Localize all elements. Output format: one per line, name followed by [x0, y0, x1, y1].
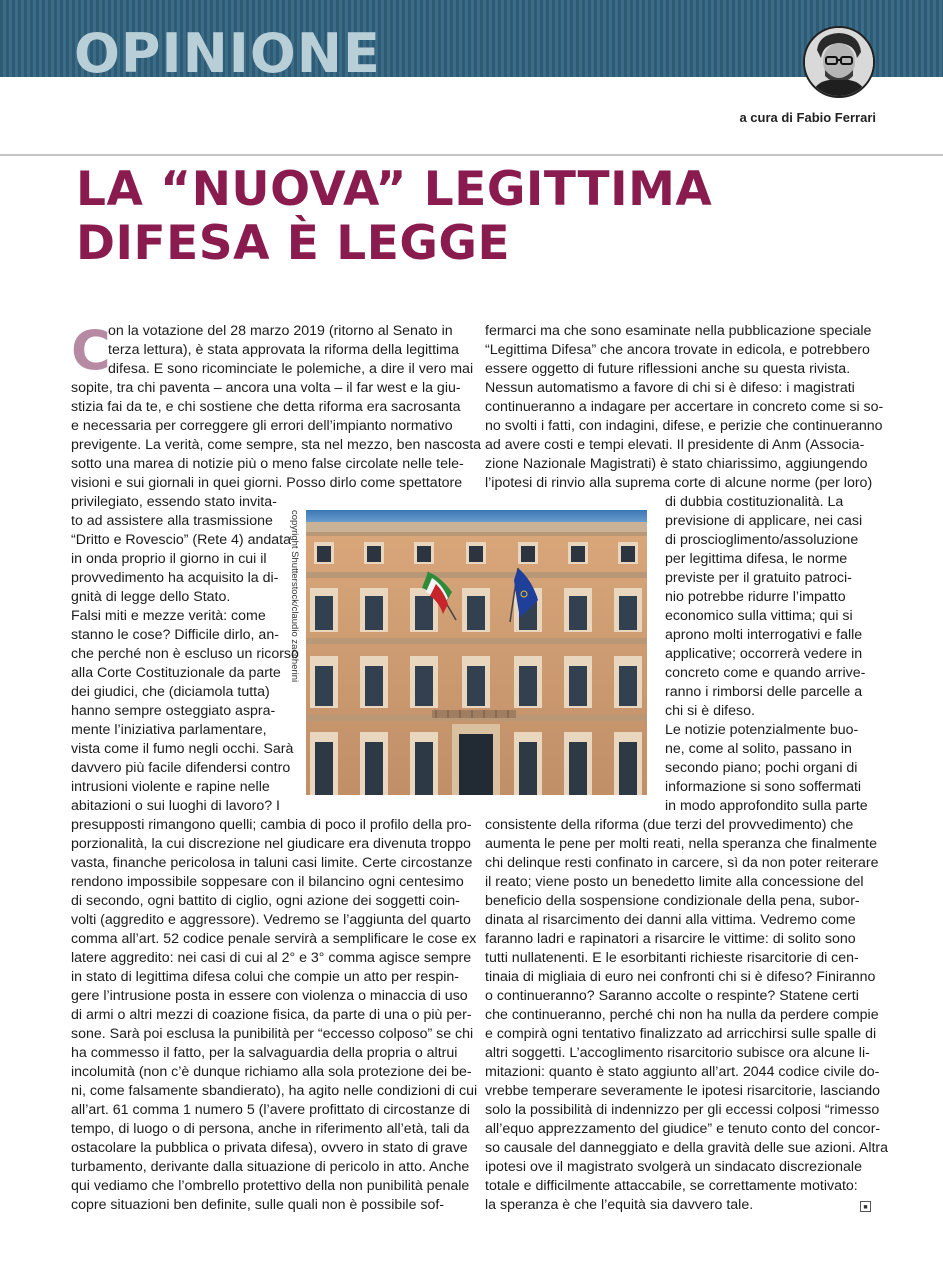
text-line: stizia fai da te, e chi sostiene che detta riforma era sacrosanta — [71, 399, 461, 415]
text-line: Nessun automatismo a favore di chi si è difeso: i magistrati — [485, 380, 855, 396]
text-line: previste per il gratuito patroci- — [665, 570, 852, 586]
text-line: totale e difficilmente attaccabile, se correttamente motivato: — [485, 1178, 858, 1194]
text-line: alla Corte Costituzionale da parte — [71, 665, 281, 681]
photo-credit-text: copyright Shutterstock/claudio zaccherini — [289, 510, 300, 683]
text-line: all’art. 61 comma 1 numero 5 (l’avere profittato di circostanze di — [71, 1102, 471, 1118]
text-line: copre situazioni ben definite, sulle quali non è possibile sof- — [71, 1197, 445, 1213]
text-line: essere oggetto di future riflessioni anche su questa rivista. — [485, 361, 851, 377]
author-avatar — [803, 26, 875, 98]
text-line: volti (aggredito e aggressore). Vedremo se l’aggiunta del quarto — [71, 912, 471, 928]
text-line: il reato; viene posto un benedetto limite alla concessione del — [485, 874, 864, 890]
text-line: di secondo, ogni battito di ciglio, ogni azione dei soggetti coin- — [71, 893, 460, 909]
text-line: sotto una marea di notizie più o meno false circolate nelle tele- — [71, 456, 464, 472]
text-line: mente l’iniziativa parlamentare, — [71, 722, 267, 738]
text-line: porzionalità, la cui discrezione nel giudicare era divenuta troppo — [71, 836, 471, 852]
text-line: ranno i rimborsi delle parcelle a — [665, 684, 863, 700]
text-line: fermarci ma che sono esaminate nella pubblicazione speciale — [485, 323, 872, 339]
text-line: l’ipotesi di rinvio alla suprema corte di alcune norme (per loro) — [485, 475, 873, 491]
text-line: ha commesso il fatto, per la salvaguardia della propria o altrui — [71, 1045, 458, 1061]
text-line: ne, come al solito, passano in — [665, 741, 852, 757]
text-line: ipotesi ove il magistrato svolgerà un sindacato discrezionale — [485, 1159, 862, 1175]
text-line: incolumità (non c’è dunque richiamo alla sola protezione dei be- — [71, 1064, 472, 1080]
text-line: per legittima difesa, le norme — [665, 551, 848, 567]
text-line: gnità di legge dello Stato. — [71, 589, 231, 605]
text-line: nio potrebbe ridurre l’impatto — [665, 589, 846, 605]
text-line: qui vediamo che l’ombrello protettivo della non punibilità penale — [71, 1178, 470, 1194]
text-line: on la votazione del 28 marzo 2019 (ritorno al Senato in — [108, 323, 453, 339]
text-line: che continueranno, perché chi non ha nulla da perdere compie — [485, 1007, 879, 1023]
text-line: sone. Sarà poi esclusa la punibilità per “eccesso colposo” se chi — [71, 1026, 474, 1042]
text-line: stanno le cose? Difficile dirlo, an- — [71, 627, 279, 643]
text-line: latere aggredito: nei casi di cui al 2° e 3° comma agisce sempre — [71, 950, 472, 966]
text-line: “Dritto e Rovescio” (Rete 4) andata — [71, 532, 291, 548]
text-line: solo la possibilità di indennizzo per gli eccessi colposi “rimesso — [485, 1102, 880, 1118]
text-line: mitazioni: quanto è stato aggiunto all’art. 2044 codice civile do- — [485, 1064, 880, 1080]
palazzo-building-image — [306, 510, 647, 795]
text-line: applicative; occorrerà vedere in — [665, 646, 863, 662]
text-line: economico sulla vittima; qui si — [665, 608, 853, 624]
text-line: presupposti rimangono quelli; cambia di poco il profilo della pro- — [71, 817, 472, 833]
text-line: abitazioni o sui luoghi di lavoro? I — [71, 798, 281, 814]
text-line: continueranno a indagare per accertare in concreto come si so- — [485, 399, 884, 415]
author-portrait-icon — [805, 28, 873, 96]
text-line: to ad assistere alla trasmissione — [71, 513, 273, 529]
text-line: la speranza è che l’equità sia davvero tale. — [485, 1197, 754, 1213]
text-line: tempo, di luogo o di persona, anche in riferimento all’età, tali da — [71, 1121, 470, 1137]
text-line: e compirà ogni tentativo finalizzato ad arricchirsi sulle spalle di — [485, 1026, 877, 1042]
headline — [76, 163, 712, 271]
text-line: di armi o altri mezzi di coazione fisica, da parte di una o più per- — [71, 1007, 472, 1023]
text-line: chi delinque resti confinato in carcere, sì da non poter reiterare — [485, 855, 879, 871]
text-line: ostacolare la pubblica o privata difesa), ovvero in stato di grave — [71, 1140, 468, 1156]
text-line: chi si è difeso. — [665, 703, 755, 719]
headline-line-1: LA “NUOVA” LEGITTIMA — [76, 162, 713, 217]
text-line: intrusioni violente e rapine nelle — [71, 779, 270, 795]
text-line: informazione si sono soffermati — [665, 779, 862, 795]
text-line: secondo piano; pochi organi di — [665, 760, 858, 776]
text-line: sopite, tra chi paventa – ancora una volta – il far west e la giu- — [71, 380, 461, 396]
text-line: “Legittima Difesa” che ancora trovate in edicola, e potrebbero — [485, 342, 870, 358]
article-photo — [306, 510, 647, 795]
text-line: e necessaria per correggere gli errori dell’impianto normativo — [71, 418, 453, 434]
text-line: che perché non è escluso un ricorso — [71, 646, 299, 662]
text-line: davvero più facile difendersi contro — [71, 760, 291, 776]
text-line: aprono molti interrogativi e falle — [665, 627, 863, 643]
text-line: turbamento, derivante dalla situazione di pericolo in atto. Anche — [71, 1159, 470, 1175]
text-line: di proscioglimento/assoluzione — [665, 532, 859, 548]
text-line: so causale del danneggiato e della gravità delle sue azioni. Altra — [485, 1140, 889, 1156]
text-line: ni, come falsamente sbandierato), ha agito nelle condizioni di cui — [71, 1083, 478, 1099]
text-line: Falsi miti e mezze verità: come — [71, 608, 266, 624]
text-line: di dubbia costituzionalità. La — [665, 494, 844, 510]
text-line: tutti nullatenenti. E le esorbitanti richieste risarcitorie di cen- — [485, 950, 859, 966]
text-line: vrebbe temperare severamente le ipotesi risarcitorie, lasciando — [485, 1083, 881, 1099]
text-line: beneficio della sospensione condizionale della pena, subor- — [485, 893, 860, 909]
text-line: previsione di applicare, nei casi — [665, 513, 863, 529]
text-line: no svolti i fatti, con indagini, difese, e perizie che continueranno — [485, 418, 883, 434]
drop-cap: C — [71, 319, 111, 382]
text-line: vasta, financhе pericolosa in taluni casi limite. Certe circostanze — [71, 855, 473, 871]
text-line: faranno ladri e rapinatori a risarcire le vittime: di solito sono — [485, 931, 856, 947]
text-line: altri soggetti. L’accoglimento risarcitorio subisce ora alcune li- — [485, 1045, 870, 1061]
text-line: gere l’intrusione posta in essere con violenza o minaccia di uso — [71, 988, 468, 1004]
text-line: o continueranno? Saranno accolte o respinte? Statene certi — [485, 988, 859, 1004]
text-line: previgente. La verità, come sempre, sta nel mezzo, ben nascosta — [71, 437, 482, 453]
text-line: dinata al risarcimento dei danni alla vittima. Vedremo come — [485, 912, 856, 928]
text-line: aumenta le pene per molti reati, nella speranza che finalmente — [485, 836, 877, 852]
text-line: concreto come e quando arrive- — [665, 665, 866, 681]
text-line: difesa. E sono ricominciate le polemiche, a dire il vero mai — [108, 361, 474, 377]
text-line: in onda proprio il giorno in cui il — [71, 551, 267, 567]
text-line: comma all’art. 52 codice penale servirà a semplificare le cose ex — [71, 931, 477, 947]
end-of-article-icon: ■ — [860, 1201, 871, 1212]
text-line: terza lettura), è stata approvata la riforma della legittima — [108, 342, 459, 358]
text-line: in stato di legittima difesa colui che compie un atto per respin- — [71, 969, 459, 985]
text-line: hanno sempre osteggiato aspra- — [71, 703, 276, 719]
section-title: OPINIONE — [74, 22, 381, 85]
text-line: zione Nazionale Magistrati) è stato chiarissimo, aggiungendo — [485, 456, 868, 472]
text-line: in modo approfondito sulla parte — [665, 798, 868, 814]
text-line: consistente della riforma (due terzi del provvedimento) che — [485, 817, 854, 833]
text-line: tinaia di migliaia di euro nei confronti chi si è difeso? Finiranno — [485, 969, 876, 985]
text-line: ad avere costi e tempi elevati. Il presidente di Anm (Associa- — [485, 437, 865, 453]
header-divider — [0, 154, 943, 156]
text-line: vista come il fumo negli occhi. Sarà — [71, 741, 294, 757]
text-line: provvedimento ha acquisito la di- — [71, 570, 279, 586]
text-line: rendono impossibile soppesare con il bilancino ogni centesimo — [71, 874, 464, 890]
text-line: visioni e sui giornali in quei giorni. Posso dirlo come spettatore — [71, 475, 463, 491]
text-line: dei giudici, che (diciamola tutta) — [71, 684, 270, 700]
text-line: Le notizie potenzialmente buo- — [665, 722, 859, 738]
headline-line-2: DIFESA È LEGGE — [76, 216, 511, 271]
byline: a cura di Fabio Ferrari — [739, 110, 876, 125]
text-line: privilegiato, essendo stato invita- — [71, 494, 277, 510]
text-line: all’equo apprezzamento del giudice” e tenuto conto del concor- — [485, 1121, 881, 1137]
